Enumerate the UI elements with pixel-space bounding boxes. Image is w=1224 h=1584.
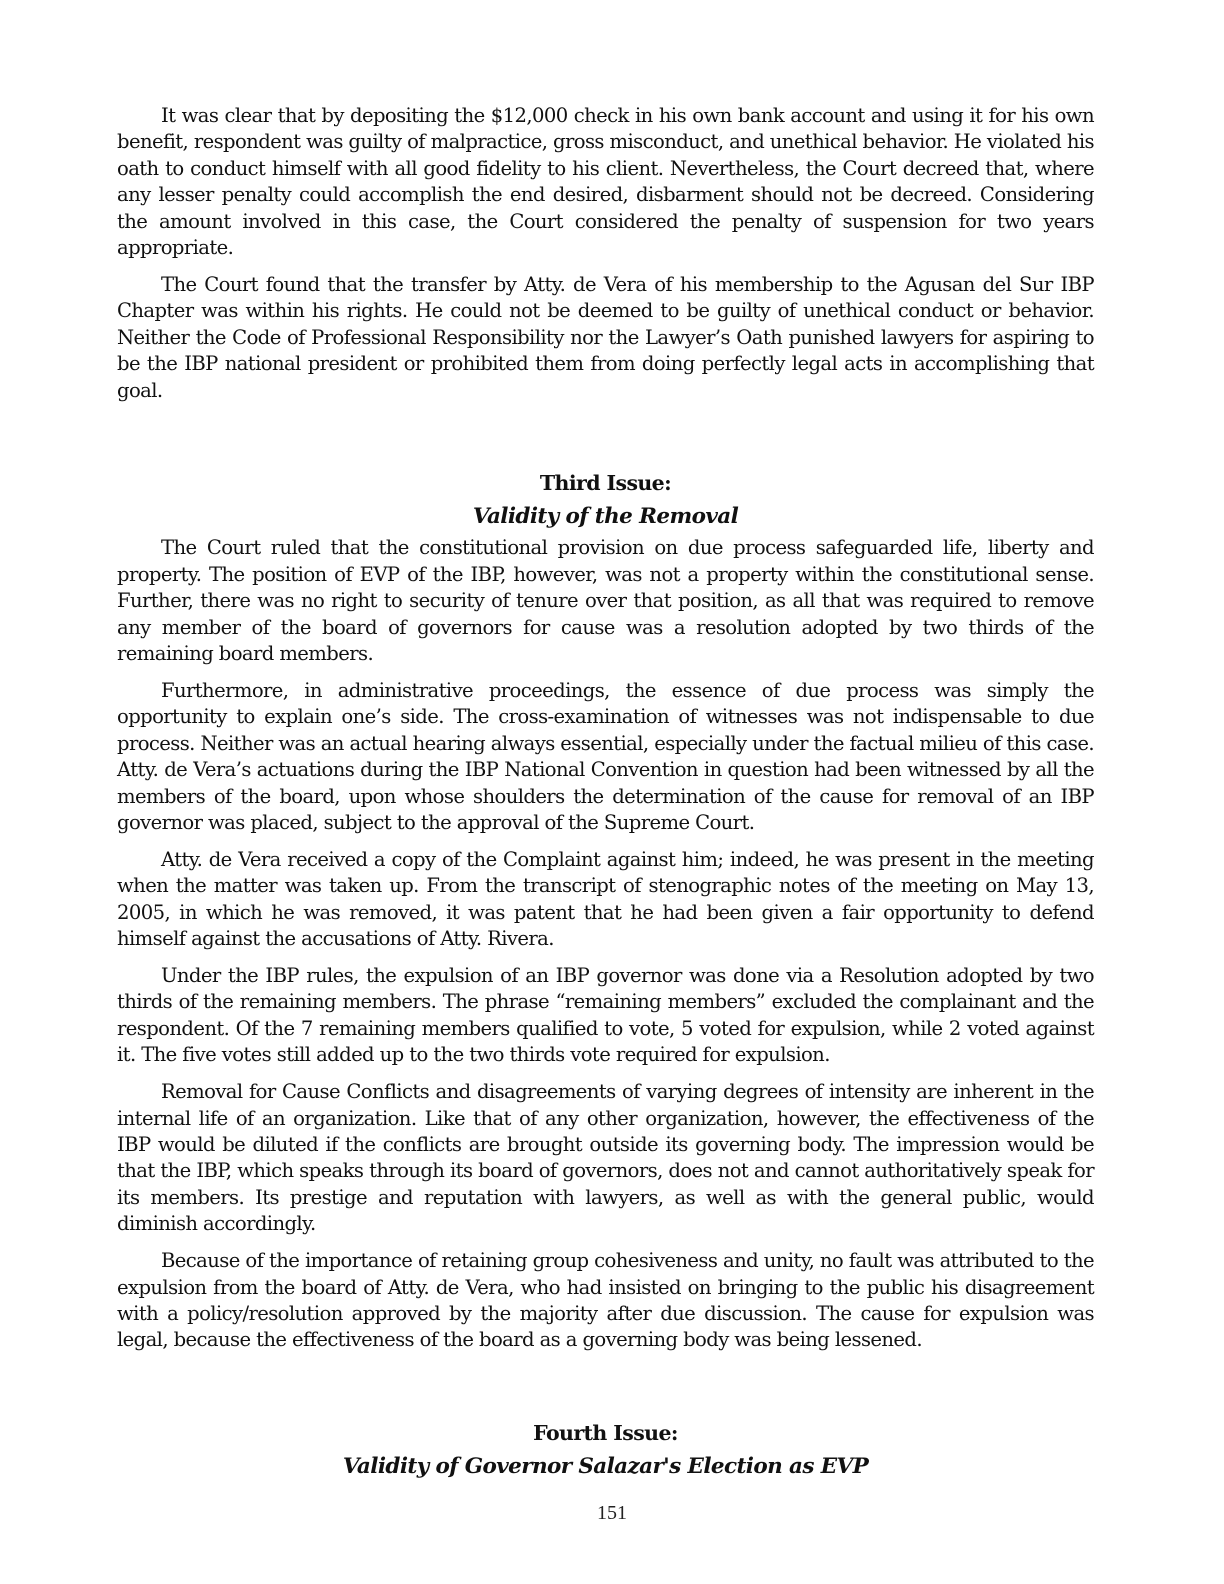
paragraph: Furthermore, in administrative proceedings, the essence of due process was simply the opportunity to explain one’s side. The cross-examination of witnesses was not indispensable to due process. Neither was an actual hearing always essential, especially under the factual milieu of this case. Atty. de Vera’s actuations during the IBP National Convention in question had been witnessed by all the members of the board, upon whose shoulders the determination of the cause for removal of an IBP governor was placed, subject to the approval of the Supreme Court. [117, 679, 1094, 835]
section-subheading-salazar-election: Validity of Governor Salazar's Election as EVP [342, 1454, 869, 1480]
section-spacer [117, 414, 1094, 466]
paragraph: Atty. de Vera received a copy of the Complaint against him; indeed, he was present in the meeting when the matter was taken up. From the transcript of stenographic notes of the meeting on May 13, 2005, in which he was removed, it was patent that he had been given a fair opportunity to defend himself against the accusations of Atty. Rivera. [117, 847, 1094, 951]
paragraph: The Court found that the transfer by Atty. de Vera of his membership to the Agusan del Sur IBP Chapter was within his rights. He could not be deemed to be guilty of unethical conduct or behavior. Neither the Code of Professional Responsibility nor the Lawyer’s Oath punished lawyers for aspiring to be the IBP national president or prohibited them from doing perfectly legal acts in accomplishing that goal. [117, 272, 1094, 402]
document-page [117, 103, 1094, 1485]
section-heading-third-issue: Third Issue: [539, 471, 672, 496]
paragraph: Under the IBP rules, the expulsion of an IBP governor was done via a Resolution adopted by two thirds of the remaining members. The phrase “remaining members” excluded the complainant and the respondent. Of the 7 remaining members qualified to vote, 5 voted for expulsion, while 2 voted against it. The five votes still added up to the two thirds vote required for expulsion. [117, 964, 1094, 1067]
paragraph: The Court ruled that the constitutional provision on due process safeguarded life, liberty and property. The position of EVP of the IBP, however, was not a property within the constitutional sense. Further, there was no right to security of tenure over that position, as all that was required to remove any member of the board of governors for cause was a resolution adopted by two thirds of the remaining board members. [117, 536, 1094, 666]
page-number: 151 [597, 1502, 627, 1524]
section-heading-fourth-issue: Fourth Issue: [533, 1421, 678, 1446]
section-spacer [117, 1364, 1094, 1416]
paragraph: Because of the importance of retaining group cohesiveness and unity, no fault was attributed to the expulsion from the board of Atty. de Vera, who had insisted on bringing to the public his disagreement with a policy/resolution approved by the majority after due discussion. The cause for expulsion was legal, because the effectiveness of the board as a governing body was being lessened. [117, 1249, 1094, 1352]
paragraph: Removal for Cause Conflicts and disagreements of varying degrees of intensity are inherent in the internal life of an organization. Like that of any other organization, however, the effectiveness of the IBP would be diluted if the conflicts are brought outside its governing body. The impression would be that the IBP, which speaks through its board of governors, does not and cannot authoritatively speak for its members. Its prestige and reputation with lawyers, as well as with the general public, would diminish accordingly. [117, 1080, 1094, 1236]
paragraph: It was clear that by depositing the $12,000 check in his own bank account and using it for his own benefit, respondent was guilty of malpractice, gross misconduct, and unethical behavior. He violated his oath to conduct himself with all good fidelity to his client. Nevertheless, the Court decreed that, where any lesser penalty could accomplish the end desired, disbarment should not be decreed. Considering the amount involved in this case, the Court considered the penalty of suspension for two years appropriate. [117, 104, 1094, 260]
section-subheading-validity-of-removal: Validity of the Removal [472, 504, 739, 530]
